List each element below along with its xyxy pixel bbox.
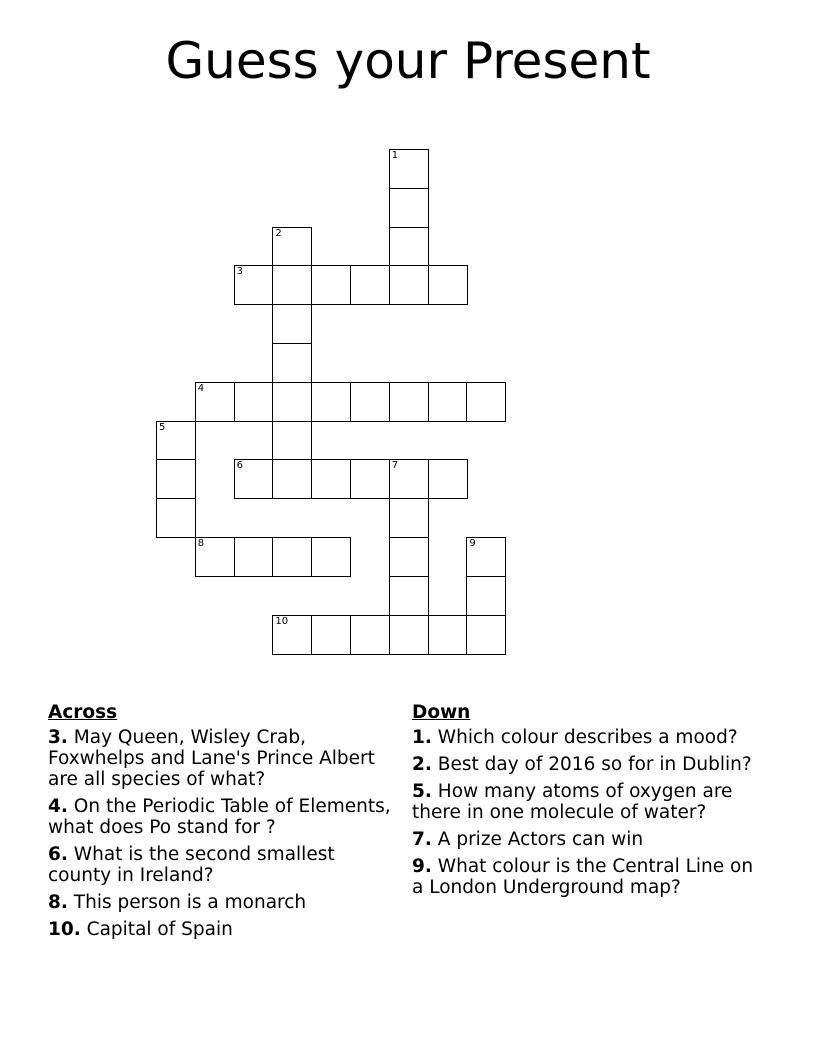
cell-number: 10 [275, 615, 289, 627]
grid-cell[interactable] [234, 537, 274, 577]
grid-cell[interactable] [428, 615, 468, 655]
grid-cell[interactable] [195, 382, 235, 422]
grid-cell[interactable] [311, 382, 351, 422]
clue-number: 3. [48, 727, 68, 748]
clue-down-1 [412, 727, 762, 748]
grid-cell[interactable] [350, 615, 390, 655]
grid-cell[interactable] [389, 615, 429, 655]
grid-cell[interactable] [389, 498, 429, 538]
grid-cell[interactable] [156, 459, 196, 499]
clue-number: 8. [48, 892, 68, 913]
clue-text: What colour is the Central Line on a London Underground map? [412, 856, 754, 898]
grid-cell[interactable] [272, 382, 312, 422]
grid-cell[interactable] [428, 459, 468, 499]
grid-cell[interactable] [428, 265, 468, 305]
grid-cell[interactable] [350, 459, 390, 499]
grid-cell[interactable] [389, 576, 429, 616]
clue-text: Best day of 2016 so for in Dublin? [437, 754, 752, 775]
cell-number: 4 [197, 382, 205, 394]
grid-cell[interactable] [389, 537, 429, 577]
clue-text: How many atoms of oxygen are there in one molecule of water? [412, 781, 733, 823]
clue-number: 9. [412, 856, 432, 877]
clue-number: 4. [48, 796, 68, 817]
grid-cell[interactable] [272, 227, 312, 267]
grid-cell[interactable] [272, 459, 312, 499]
grid-cell[interactable] [350, 265, 390, 305]
cell-number: 3 [236, 266, 243, 278]
cell-number: 6 [236, 460, 243, 472]
clue-number: 10. [48, 919, 81, 940]
clue-number: 1. [412, 727, 432, 748]
clue-across-4 [48, 796, 398, 838]
clue-text: A prize Actors can win [437, 829, 644, 850]
grid-cell[interactable] [272, 343, 312, 383]
grid-cell[interactable] [311, 615, 351, 655]
grid-cell[interactable] [272, 537, 312, 577]
across-clues [48, 702, 398, 946]
grid-cell[interactable] [466, 615, 506, 655]
across-heading: Across [48, 702, 118, 723]
grid-cell[interactable] [311, 459, 351, 499]
grid-cell[interactable] [195, 537, 235, 577]
clue-text: What is the second smallest county in Ireland? [48, 844, 335, 886]
grid-cell[interactable] [156, 498, 196, 538]
grid-cell[interactable] [272, 304, 312, 344]
grid-cell[interactable] [234, 382, 274, 422]
grid-cell[interactable] [389, 459, 429, 499]
clue-down-7 [412, 829, 762, 850]
clue-text: On the Periodic Table of Elements, what does Po stand for ? [48, 796, 391, 838]
grid-cell[interactable] [156, 421, 196, 461]
cell-number: 5 [159, 421, 166, 433]
cell-number: 1 [391, 150, 399, 161]
clue-number: 5. [412, 781, 432, 802]
clue-down-9 [412, 856, 762, 898]
grid-cell[interactable] [311, 537, 351, 577]
clue-down-2 [412, 754, 762, 775]
grid-cell[interactable] [428, 382, 468, 422]
cell-number: 2 [275, 227, 282, 239]
grid-cell[interactable] [389, 188, 429, 228]
grid-cell[interactable] [234, 459, 274, 499]
grid-cell[interactable] [466, 382, 506, 422]
down-clues [412, 702, 762, 904]
down-heading: Down [412, 702, 471, 723]
clue-across-8 [48, 892, 398, 913]
grid-cell[interactable] [466, 576, 506, 616]
cell-number: 9 [469, 538, 476, 549]
grid-cell[interactable] [272, 615, 312, 655]
clue-down-5 [412, 781, 762, 823]
clue-text: May Queen, Wisley Crab, Foxwhelps and Lane's Prince Albert are all species of what? [48, 727, 375, 790]
grid-cell[interactable] [272, 265, 312, 305]
grid-cell[interactable] [389, 149, 429, 189]
clue-text: Which colour describes a mood? [437, 727, 738, 748]
grid-cell[interactable] [389, 382, 429, 422]
page-title: Guess your Present [165, 32, 651, 90]
cell-number: 7 [391, 460, 399, 472]
grid-cell[interactable] [272, 421, 312, 461]
clue-number: 7. [412, 829, 432, 850]
clue-across-3 [48, 727, 398, 790]
clue-number: 2. [412, 754, 432, 775]
clue-text: Capital of Spain [86, 919, 233, 940]
clue-number: 6. [48, 844, 68, 865]
grid-cell[interactable] [234, 265, 274, 305]
cell-number: 8 [197, 538, 205, 549]
grid-cell[interactable] [389, 227, 429, 267]
grid-cell[interactable] [466, 537, 506, 577]
grid-cell[interactable] [389, 265, 429, 305]
grid-cell[interactable] [350, 382, 390, 422]
clue-across-10 [48, 919, 398, 940]
clue-text: This person is a monarch [73, 892, 307, 913]
clue-across-6 [48, 844, 398, 886]
grid-cell[interactable] [311, 265, 351, 305]
